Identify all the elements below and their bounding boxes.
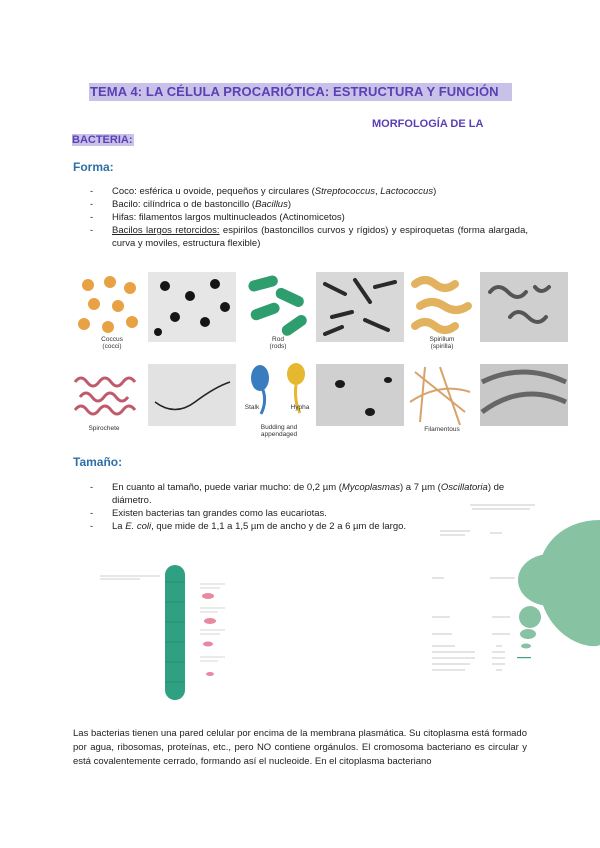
forma-heading: Forma: [73,160,114,174]
spirillum-drawing [415,280,468,330]
budding-micrograph [316,364,404,426]
spirochete-micrograph [148,364,236,426]
list-item: - Coco: esférica u ovoide, pequeños y circulares (Streptococcus, Lactococcus) [90,185,528,198]
spirochete-drawing [75,378,135,414]
caption-coccus: Coccus (cocci) [101,336,123,350]
caption-spirochete: Spirochete [88,425,120,432]
bacterial-shapes-figure [70,272,578,440]
coccus-drawing [78,276,138,333]
caption-spirillum: Spirillum (spirilla) [429,336,455,350]
rod-drawing [247,274,309,338]
list-item: - Hifas: filamentos largos multinucleados (Actinomicetos) [90,211,528,224]
caption-stalk: Stalk [244,404,260,411]
size-comparison-figure-left [100,562,250,702]
list-item: - La E. coli, que mide de 1,1 a 1,5 µm de ancho y de 2 a 6 µm de largo. [90,520,528,533]
body-paragraph: Las bacterias tienen una pared celular por encima de la membrana plasmática. Su citoplasma está formado por agua, ribosomas, proteínas, etc., pero NO contiene orgánulos. El cromosoma bacteriano es circular y está covalentemente cerrado, formando así el nucleoide. En el citoplasma bacteriano [73,728,527,767]
caption-budding: Budding and appendaged [260,424,298,438]
spirillum-micrograph [480,272,568,342]
caption-rod: Rod (rods) [269,336,287,350]
tamano-heading: Tamaño: [73,455,123,469]
relative-sizes-illustration [430,500,600,715]
caption-filamentous: Filamentous [424,426,460,433]
size-comparison-figure-right [430,500,600,715]
section-title-line2: BACTERIA: [72,134,133,146]
forma-list [90,185,528,250]
shapes-illustration [70,272,578,440]
section-title-line1: MORFOLOGÍA DE LA [372,118,484,130]
list-item: - En cuanto al tamaño, puede variar mucho: de 0,2 µm (Mycoplasmas) a 7 µm (Oscillatoria) de diámetro. [90,481,528,507]
filamentous-drawing [410,367,470,425]
list-item: - Bacilo: cilíndrica o de bastoncillo (Bacillus) [90,198,528,211]
list-item: - Existen bacterias tan grandes como las eucariotas. [90,507,528,520]
page-title: TEMA 4: LA CÉLULA PROCARIÓTICA: ESTRUCTURA Y FUNCIÓN [90,84,499,99]
list-item: - Bacilos largos retorcidos: espirilos (bastoncillos curvos y rígidos) y espiroquetas (forma alargada, curva y moviles, estructura flexible) [90,224,528,250]
caption-hypha: Hypha [290,404,310,411]
oscillatoria-illustration [100,562,250,702]
